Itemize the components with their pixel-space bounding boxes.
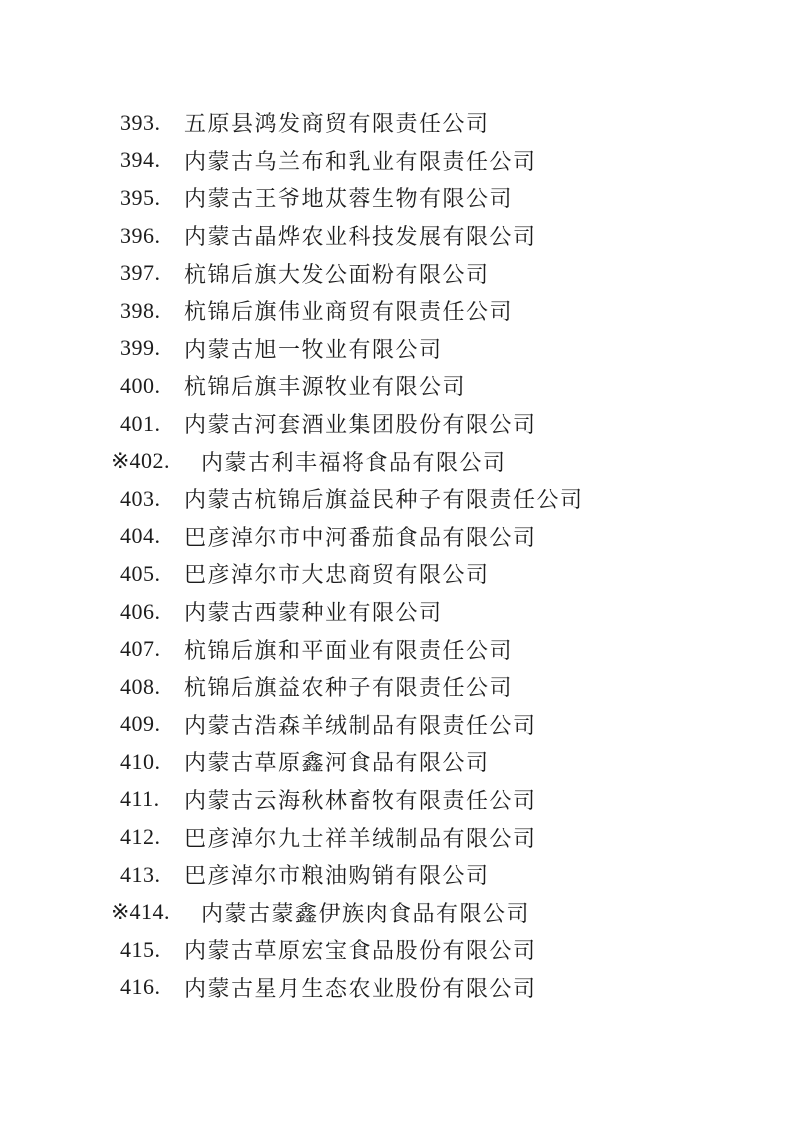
item-number: [120, 561, 184, 587]
item-number: [120, 411, 184, 437]
list-item: [111, 442, 793, 480]
item-number-text: 398.: [120, 297, 161, 323]
item-number-text: 394.: [120, 147, 161, 173]
company-name: 内蒙古云海秋林畜牧有限责任公司: [184, 787, 537, 813]
list-item: [120, 593, 793, 631]
company-name: 巴彦淖尔市中河番茄食品有限公司: [184, 524, 537, 550]
company-name: 内蒙古河套酒业集团股份有限公司: [184, 412, 537, 438]
list-item: [120, 292, 793, 330]
company-name: 内蒙古草原宏宝食品股份有限公司: [184, 938, 537, 964]
company-name: 内蒙古浩森羊绒制品有限责任公司: [184, 712, 537, 738]
item-number-text: 401.: [120, 410, 161, 436]
item-number-text: 397.: [120, 260, 161, 286]
item-number-text: 395.: [120, 184, 161, 210]
company-name: 巴彦淖尔市大忠商贸有限公司: [184, 562, 490, 588]
item-number-text: 412.: [120, 824, 161, 850]
item-number: [120, 599, 184, 625]
item-number: [120, 824, 184, 850]
item-number: [120, 749, 184, 775]
item-number-text: 411.: [120, 786, 160, 812]
list-item: [120, 405, 793, 443]
item-number: [120, 937, 184, 963]
list-item: [120, 630, 793, 668]
item-number-text: 396.: [120, 222, 161, 248]
list-item: [120, 217, 793, 255]
list-item: [120, 743, 793, 781]
list-item: [120, 104, 793, 142]
item-number: [120, 373, 184, 399]
item-number-text: 415.: [120, 936, 161, 962]
star-marker: ※: [111, 899, 130, 925]
item-number-text: 405.: [120, 560, 161, 586]
list-item: [120, 781, 793, 819]
item-number-text: 414.: [129, 899, 170, 925]
item-number: [120, 862, 184, 888]
item-number-text: 413.: [120, 861, 161, 887]
company-name: 内蒙古草原鑫河食品有限公司: [184, 750, 490, 776]
company-name: 杭锦后旗大发公面粉有限公司: [184, 261, 490, 287]
item-number: [120, 523, 184, 549]
item-number: [120, 636, 184, 662]
list-item: [120, 367, 793, 405]
item-number-text: 407.: [120, 636, 161, 662]
company-name: 内蒙古晶烨农业科技发展有限公司: [184, 224, 537, 250]
list-item: [120, 931, 793, 969]
item-number-text: 406.: [120, 598, 161, 624]
item-number: [120, 147, 184, 173]
item-number: [120, 674, 184, 700]
item-number-text: 402.: [129, 448, 170, 474]
company-name: 内蒙古杭锦后旗益民种子有限责任公司: [184, 487, 584, 513]
item-number: [120, 786, 184, 812]
list-item: [120, 179, 793, 217]
company-name: 杭锦后旗益农种子有限责任公司: [184, 675, 514, 701]
company-name: 内蒙古利丰福将食品有限公司: [201, 449, 507, 475]
item-number-text: 403.: [120, 485, 161, 511]
company-name: 内蒙古王爷地苁蓉生物有限公司: [184, 186, 514, 212]
list-item: [120, 480, 793, 518]
list-item: [120, 818, 793, 856]
company-name: 五原县鸿发商贸有限责任公司: [184, 111, 490, 137]
item-number: [120, 223, 184, 249]
item-number: [120, 711, 184, 737]
company-name: 内蒙古旭一牧业有限公司: [184, 336, 443, 362]
company-name: 巴彦淖尔市粮油购销有限公司: [184, 863, 490, 889]
list-item: [120, 555, 793, 593]
list-item: [120, 856, 793, 894]
list-item: [120, 668, 793, 706]
list-item: [111, 893, 793, 931]
list-item: [120, 142, 793, 180]
item-number: [120, 335, 184, 361]
item-number: [120, 974, 184, 1000]
item-number: [111, 448, 201, 474]
list-item: [120, 254, 793, 292]
item-number: [120, 110, 184, 136]
list-item: [120, 706, 793, 744]
company-name: 巴彦淖尔九士祥羊绒制品有限公司: [184, 825, 537, 851]
item-number: [120, 486, 184, 512]
item-number-text: 404.: [120, 523, 161, 549]
item-number-text: 408.: [120, 673, 161, 699]
item-number-text: 399.: [120, 335, 161, 361]
item-number-text: 400.: [120, 372, 161, 398]
company-name: 杭锦后旗伟业商贸有限责任公司: [184, 299, 514, 325]
list-item: [120, 518, 793, 556]
item-number-text: 416.: [120, 974, 161, 1000]
company-name: 内蒙古星月生态农业股份有限公司: [184, 975, 537, 1001]
item-number: [120, 298, 184, 324]
company-list: [111, 104, 793, 1006]
company-name: 内蒙古西蒙种业有限公司: [184, 600, 443, 626]
company-name: 杭锦后旗丰源牧业有限公司: [184, 374, 467, 400]
item-number: [120, 185, 184, 211]
item-number-text: 410.: [120, 748, 161, 774]
star-marker: ※: [111, 448, 130, 474]
company-name: 杭锦后旗和平面业有限责任公司: [184, 637, 514, 663]
list-item: [120, 330, 793, 368]
company-name: 内蒙古乌兰布和乳业有限责任公司: [184, 148, 537, 174]
list-item: [120, 969, 793, 1007]
item-number-text: 393.: [120, 109, 161, 135]
item-number: [120, 260, 184, 286]
company-name: 内蒙古蒙鑫伊族肉食品有限公司: [201, 900, 531, 926]
item-number-text: 409.: [120, 711, 161, 737]
item-number: [111, 899, 201, 925]
